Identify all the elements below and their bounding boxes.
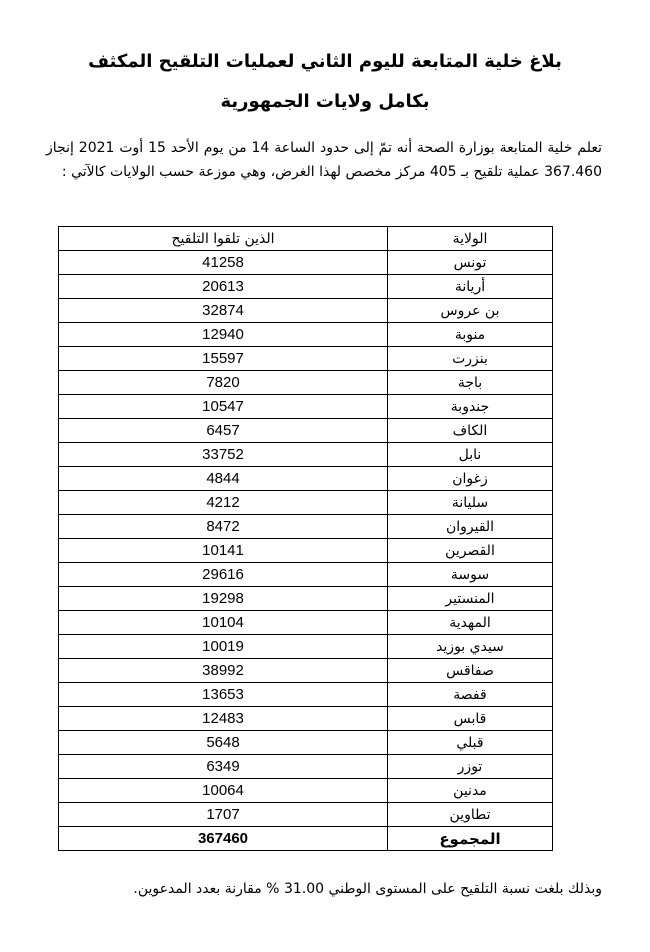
state-name-cell: الكاف: [388, 419, 553, 443]
state-name-cell: المهدية: [388, 611, 553, 635]
table-row: [59, 539, 553, 563]
table-row: [59, 659, 553, 683]
state-name-cell: صفاقس: [388, 659, 553, 683]
column-header-count: الذين تلقوا التلقيح: [59, 227, 388, 251]
state-name-cell: مدنين: [388, 779, 553, 803]
table-header-row: [59, 227, 553, 251]
table-row: [59, 371, 553, 395]
table-row: [59, 707, 553, 731]
table-row: [59, 611, 553, 635]
vaccinated-count-cell: 15597: [59, 347, 388, 371]
vaccinated-count-cell: 10547: [59, 395, 388, 419]
vaccinated-count-cell: 12940: [59, 323, 388, 347]
state-name-cell: بنزرت: [388, 347, 553, 371]
table-row: [59, 563, 553, 587]
vaccinated-count-cell: 4212: [59, 491, 388, 515]
table-row: [59, 251, 553, 275]
table-total-row: [59, 827, 553, 851]
vaccinated-count-cell: 38992: [59, 659, 388, 683]
vaccinated-count-cell: 33752: [59, 443, 388, 467]
vaccinated-count-cell: 4844: [59, 467, 388, 491]
state-name-cell: سوسة: [388, 563, 553, 587]
table-row: [59, 419, 553, 443]
table-row: [59, 683, 553, 707]
table-row: [59, 803, 553, 827]
table-row: [59, 299, 553, 323]
state-name-cell: قابس: [388, 707, 553, 731]
state-name-cell: المنستير: [388, 587, 553, 611]
vaccination-table: [58, 226, 553, 851]
state-name-cell: سيدي بوزيد: [388, 635, 553, 659]
vaccinated-count-cell: 32874: [59, 299, 388, 323]
vaccinated-count-cell: 20613: [59, 275, 388, 299]
table-row: [59, 323, 553, 347]
vaccinated-count-cell: 13653: [59, 683, 388, 707]
state-name-cell: منوبة: [388, 323, 553, 347]
intro-paragraph: تعلم خلية المتابعة بوزارة الصحة أنه تمّ إلى حدود الساعة 14 من يوم الأحد 15 أوت 2021 إنجاز 367.460 عملية تلقيح بـ 405 مركز مخصص لهذا الغرض، وهي موزعة حسب الولايات كالآتي :: [46, 140, 602, 180]
state-name-cell: أريانة: [388, 275, 553, 299]
state-name-cell: القيروان: [388, 515, 553, 539]
state-name-cell: تطاوين: [388, 803, 553, 827]
state-name-cell: القصرين: [388, 539, 553, 563]
table-row: [59, 587, 553, 611]
vaccinated-count-cell: 10104: [59, 611, 388, 635]
table-row: [59, 755, 553, 779]
vaccinated-count-cell: 10064: [59, 779, 388, 803]
table-row: [59, 395, 553, 419]
state-name-cell: زغوان: [388, 467, 553, 491]
vaccinated-count-cell: 7820: [59, 371, 388, 395]
total-label-cell: المجموع: [388, 827, 553, 851]
table-row: [59, 443, 553, 467]
state-name-cell: جندوبة: [388, 395, 553, 419]
vaccinated-count-cell: 6349: [59, 755, 388, 779]
coverage-note: وبذلك بلغت نسبة التلقيح على المستوى الوطني 31.00 % مقارنة بعدد المدعوين.: [133, 881, 602, 897]
state-name-cell: تونس: [388, 251, 553, 275]
state-name-cell: قبلي: [388, 731, 553, 755]
table-row: [59, 467, 553, 491]
state-name-cell: باجة: [388, 371, 553, 395]
vaccinated-count-cell: 1707: [59, 803, 388, 827]
vaccinated-count-cell: 8472: [59, 515, 388, 539]
state-name-cell: بن عروس: [388, 299, 553, 323]
vaccinated-count-cell: 10141: [59, 539, 388, 563]
column-header-state: الولاية: [388, 227, 553, 251]
table-row: [59, 635, 553, 659]
vaccinated-count-cell: 29616: [59, 563, 388, 587]
vaccinated-count-cell: 19298: [59, 587, 388, 611]
vaccinated-count-cell: 41258: [59, 251, 388, 275]
state-name-cell: سليانة: [388, 491, 553, 515]
vaccinated-count-cell: 12483: [59, 707, 388, 731]
vaccinated-count-cell: 5648: [59, 731, 388, 755]
state-name-cell: توزر: [388, 755, 553, 779]
table-row: [59, 731, 553, 755]
table-row: [59, 275, 553, 299]
vaccinated-count-cell: 10019: [59, 635, 388, 659]
state-name-cell: نابل: [388, 443, 553, 467]
table-row: [59, 779, 553, 803]
document-subtitle: بكامل ولايات الجمهورية: [220, 91, 430, 112]
state-name-cell: قفصة: [388, 683, 553, 707]
total-value-cell: 367460: [59, 827, 388, 851]
table-row: [59, 347, 553, 371]
document-title: بلاغ خلية المتابعة لليوم الثاني لعمليات التلقيح المكثف: [88, 51, 562, 72]
table-row: [59, 515, 553, 539]
table-row: [59, 491, 553, 515]
vaccinated-count-cell: 6457: [59, 419, 388, 443]
